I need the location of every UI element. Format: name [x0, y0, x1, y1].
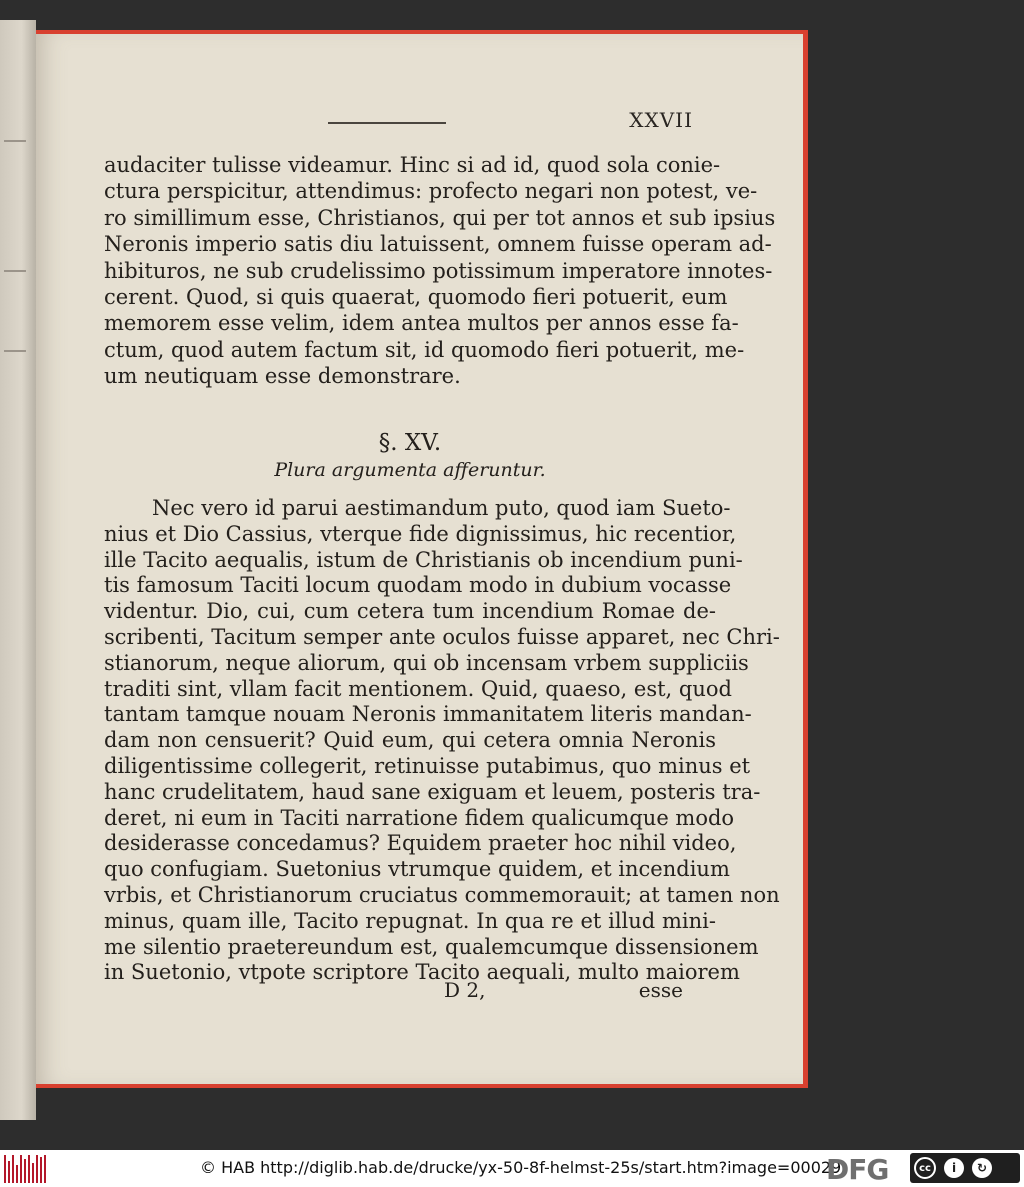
hab-logo-icon — [4, 1155, 48, 1183]
text-line: Neronis imperio satis diu latuissent, omnem fuisse operam ad- — [104, 232, 772, 257]
text-line: ctum, quod autem factum sit, id quomodo fieri potuerit, me- — [104, 337, 745, 362]
paragraph-1 — [104, 152, 776, 390]
source-link[interactable]: © HAB http://diglib.hab.de/drucke/yx-50-8f-helmst-25s/start.htm?image=00029 — [200, 1158, 842, 1177]
text-line: dam non censuerit? Quid eum, qui cetera omnia Neronis — [104, 728, 716, 753]
license-badge[interactable] — [910, 1153, 1020, 1183]
text-line: Nec vero id parui aestimandum puto, quod iam Sueto- — [152, 496, 731, 520]
text-line: ro simillimum esse, Christianos, qui per tot annos et sub ipsius — [104, 205, 776, 230]
text-line: ille Tacito aequalis, istum de Christianis ob incendium puni- — [104, 547, 743, 572]
text-line: hibituros, ne sub crudelissimo potissimum imperatore innotes- — [104, 258, 773, 283]
text-line: deret, ni eum in Taciti narratione fidem qualicumque modo — [104, 805, 735, 830]
text-line: um neutiquam esse demonstrare. — [104, 364, 461, 389]
book-page — [36, 30, 808, 1088]
text-line: nius et Dio Cassius, vterque fide dignissimus, hic recentior, — [104, 521, 737, 546]
text-line: in Suetonio, vtpote scriptore Tacito aequali, multo maiorem — [104, 960, 740, 985]
section-subtitle: Plura argumenta afferuntur. — [274, 459, 546, 481]
catchword: esse — [638, 978, 683, 1002]
text-line: tis famosum Taciti locum quodam modo in dubium vocasse — [104, 573, 732, 598]
bleed-mark — [4, 270, 26, 272]
text-line: me silentio praetereundum est, qualemcumque dissensionem — [104, 934, 759, 959]
text-line: memorem esse velim, idem antea multos per annos esse fa- — [104, 311, 739, 336]
text-line: cerent. Quod, si quis quaerat, quomodo fieri potuerit, eum — [104, 284, 728, 309]
header-rule — [328, 122, 446, 124]
paragraph-2 — [104, 496, 780, 986]
dfg-logo: DFG — [826, 1153, 889, 1186]
text-line: desiderasse concedamus? Equidem praeter hoc nihil video, — [104, 831, 737, 856]
section-heading: §. XV. — [378, 430, 442, 456]
text-line: diligentissime collegerit, retinuisse putabimus, quo minus et — [104, 753, 751, 778]
text-line: vrbis, et Christianorum cruciatus commemorauit; at tamen non — [104, 882, 780, 907]
bleed-mark — [4, 350, 26, 352]
text-line: ctura perspicitur, attendimus: profecto negari non potest, ve- — [104, 179, 758, 204]
adjacent-page-edge — [0, 20, 36, 1120]
by-icon: i — [944, 1158, 964, 1178]
footer-bar — [0, 1150, 1024, 1187]
text-line: minus, quam ille, Tacito repugnat. In qua re et illud mini- — [104, 908, 716, 933]
text-line: scribenti, Tacitum semper ante oculos fuisse apparet, nec Chri- — [104, 624, 780, 649]
signature-mark: D 2, — [444, 978, 486, 1002]
text-line: audaciter tulisse videamur. Hinc si ad id, quod sola conie- — [104, 153, 721, 177]
text-line: stianorum, neque aliorum, qui ob incensam vrbem suppliciis — [104, 650, 749, 675]
text-line: tantam tamque nouam Neronis immanitatem literis mandan- — [104, 702, 752, 727]
sa-icon: ↻ — [972, 1158, 992, 1178]
text-line: hanc crudelitatem, haud sane exiguam et leuem, posteris tra- — [104, 779, 761, 804]
cc-icon: cc — [914, 1157, 936, 1179]
bleed-mark — [4, 140, 26, 142]
text-line: traditi sint, vllam facit mentionem. Quid, quaeso, est, quod — [104, 676, 732, 701]
text-line: videntur. Dio, cui, cum cetera tum incendium Romae de- — [104, 599, 716, 624]
page-number: XXVII — [629, 108, 693, 132]
text-line: quo confugiam. Suetonius vtrumque quidem, et incendium — [104, 857, 730, 882]
